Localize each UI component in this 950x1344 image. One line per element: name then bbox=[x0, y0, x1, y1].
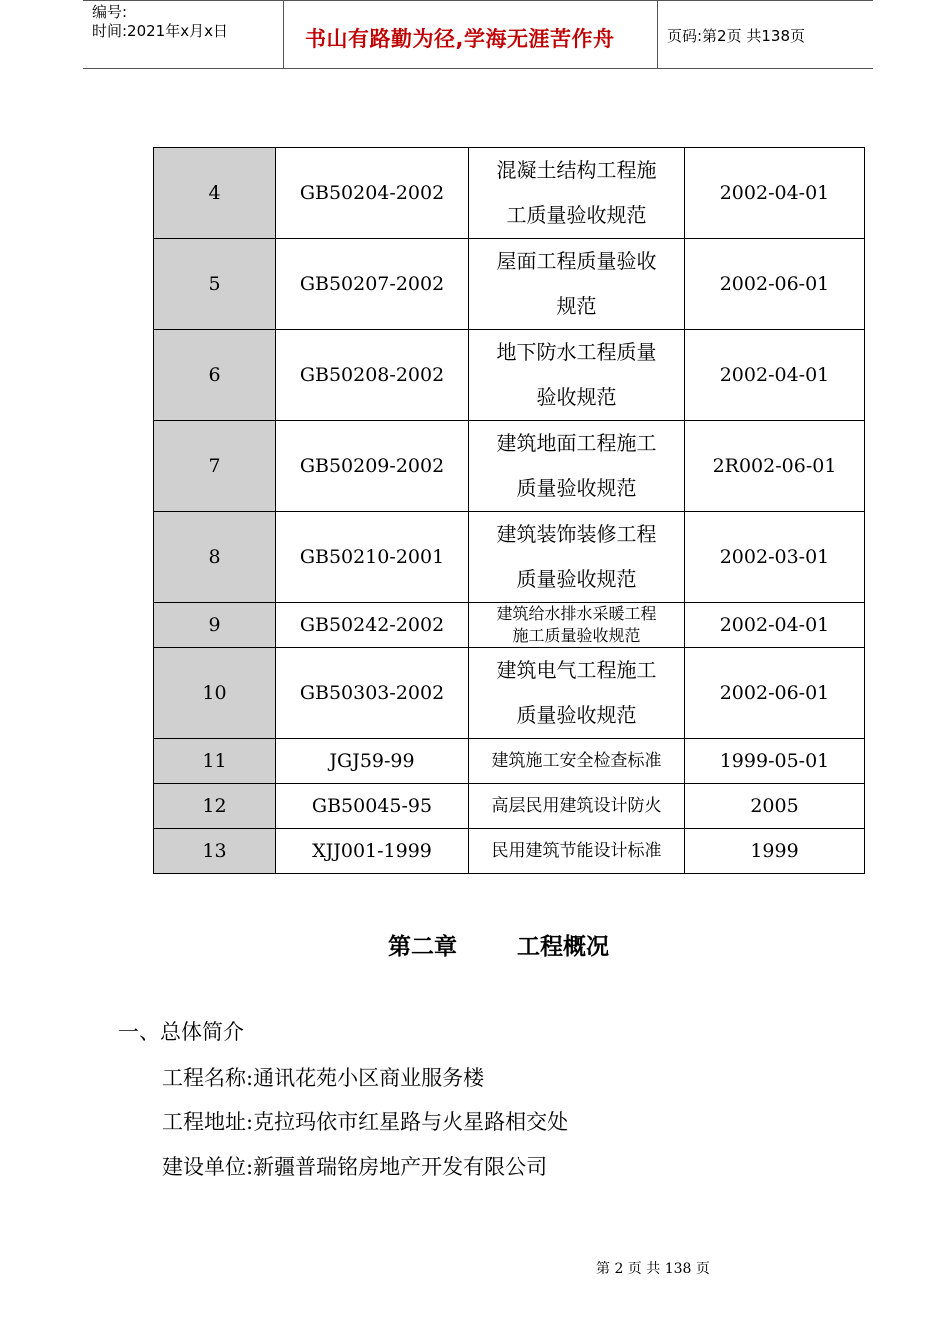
standard-code: GB50303-2002 bbox=[276, 648, 469, 739]
table-row bbox=[154, 148, 865, 239]
standard-code: GB50204-2002 bbox=[276, 148, 469, 239]
effective-date: 1999-05-01 bbox=[685, 739, 865, 784]
standard-name: 高层民用建筑设计防火 bbox=[469, 784, 685, 829]
chapter-title: 工程概况 bbox=[517, 934, 609, 960]
standard-name: 民用建筑节能设计标准 bbox=[469, 829, 685, 874]
header-divider-2 bbox=[657, 0, 658, 68]
standard-name: 地下防水工程质量 验收规范 bbox=[469, 330, 685, 421]
standard-name: 屋面工程质量验收 规范 bbox=[469, 239, 685, 330]
standard-code: XJJ001-1999 bbox=[276, 829, 469, 874]
header-motto: 书山有路勤为径,学海无涯苦作舟 bbox=[305, 27, 615, 51]
row-index: 6 bbox=[154, 330, 276, 421]
standard-code: GB50210-2001 bbox=[276, 512, 469, 603]
row-index: 10 bbox=[154, 648, 276, 739]
standard-code: GB50208-2002 bbox=[276, 330, 469, 421]
standard-code: GB50242-2002 bbox=[276, 603, 469, 648]
row-index: 11 bbox=[154, 739, 276, 784]
standard-code: GB50045-95 bbox=[276, 784, 469, 829]
standard-name: 建筑施工安全检查标准 bbox=[469, 739, 685, 784]
header-bottom-line bbox=[83, 68, 873, 69]
effective-date: 2002-04-01 bbox=[685, 603, 865, 648]
effective-date: 2002-04-01 bbox=[685, 148, 865, 239]
row-index: 9 bbox=[154, 603, 276, 648]
table-row bbox=[154, 330, 865, 421]
row-index: 13 bbox=[154, 829, 276, 874]
table-row bbox=[154, 648, 865, 739]
table-row bbox=[154, 739, 865, 784]
header-number-label: 编号: bbox=[92, 3, 128, 21]
developer-line: 建设单位:新疆普瑞铭房地产开发有限公司 bbox=[162, 1155, 548, 1179]
standard-name: 建筑给水排水采暖工程 施工质量验收规范 bbox=[469, 603, 685, 648]
effective-date: 2002-06-01 bbox=[685, 648, 865, 739]
page-footer: 第 2 页 共 138 页 bbox=[596, 1261, 710, 1277]
standard-name: 建筑装饰装修工程 质量验收规范 bbox=[469, 512, 685, 603]
table-row bbox=[154, 784, 865, 829]
standard-code: JGJ59-99 bbox=[276, 739, 469, 784]
table-row bbox=[154, 603, 865, 648]
table-row bbox=[154, 421, 865, 512]
standard-name: 混凝土结构工程施 工质量验收规范 bbox=[469, 148, 685, 239]
row-index: 7 bbox=[154, 421, 276, 512]
row-index: 5 bbox=[154, 239, 276, 330]
standards-table bbox=[153, 147, 865, 874]
row-index: 4 bbox=[154, 148, 276, 239]
header-top-line bbox=[83, 0, 873, 1]
effective-date: 2R002-06-01 bbox=[685, 421, 865, 512]
effective-date: 1999 bbox=[685, 829, 865, 874]
effective-date: 2005 bbox=[685, 784, 865, 829]
row-index: 12 bbox=[154, 784, 276, 829]
header-page-info: 页码:第2页 共138页 bbox=[667, 27, 805, 45]
project-address-line: 工程地址:克拉玛依市红星路与火星路相交处 bbox=[162, 1110, 569, 1134]
row-index: 8 bbox=[154, 512, 276, 603]
standard-code: GB50207-2002 bbox=[276, 239, 469, 330]
effective-date: 2002-04-01 bbox=[685, 330, 865, 421]
header-divider-1 bbox=[283, 0, 284, 68]
table-row bbox=[154, 512, 865, 603]
effective-date: 2002-03-01 bbox=[685, 512, 865, 603]
standard-name: 建筑电气工程施工 质量验收规范 bbox=[469, 648, 685, 739]
section-heading: 一、总体简介 bbox=[118, 1020, 244, 1044]
table-row bbox=[154, 829, 865, 874]
standard-code: GB50209-2002 bbox=[276, 421, 469, 512]
table-row bbox=[154, 239, 865, 330]
standard-name: 建筑地面工程施工 质量验收规范 bbox=[469, 421, 685, 512]
effective-date: 2002-06-01 bbox=[685, 239, 865, 330]
chapter-number: 第二章 bbox=[388, 934, 457, 960]
project-name-line: 工程名称:通讯花苑小区商业服务楼 bbox=[162, 1066, 485, 1090]
header-time-label: 时间:2021年x月x日 bbox=[92, 22, 228, 40]
